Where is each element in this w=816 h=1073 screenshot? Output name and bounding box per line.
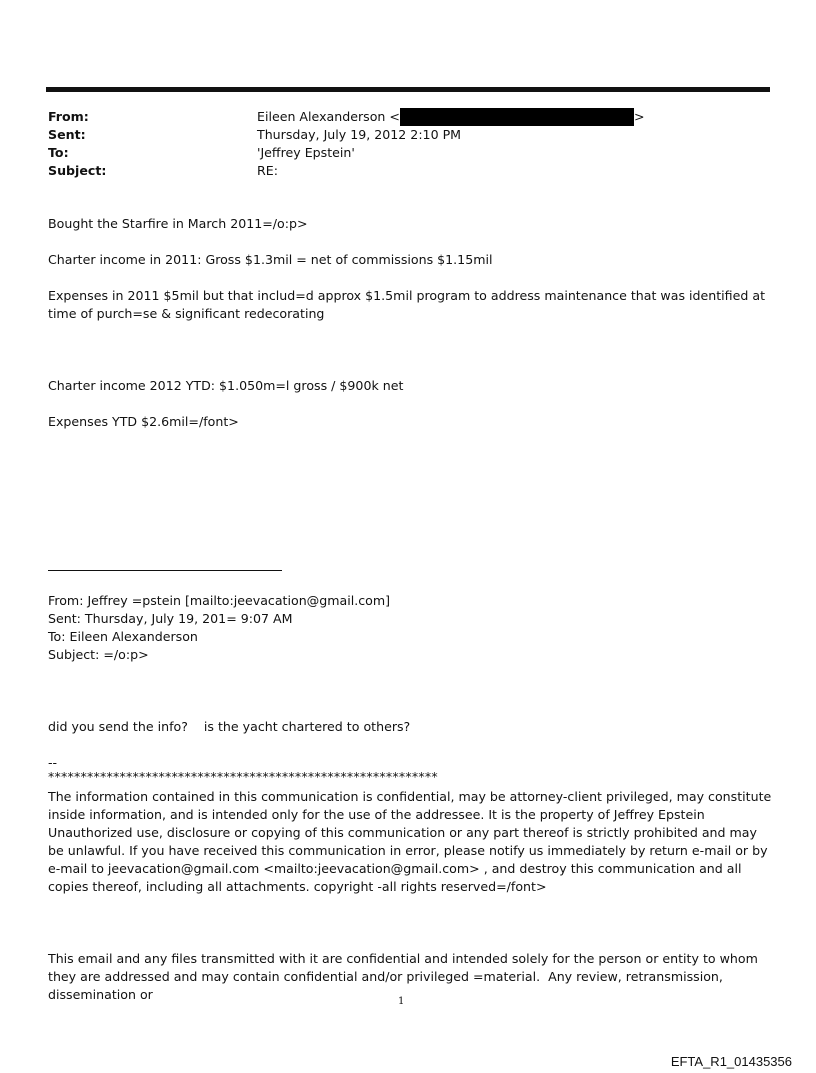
from-label: From: (48, 109, 89, 124)
from-name: Eileen Alexanderson (257, 109, 386, 124)
signature-stars: ************************************************************ (48, 769, 438, 784)
from-close-bracket: > (633, 109, 645, 124)
body-paragraph-charter-2012: Charter income 2012 YTD: $1.050m=l gross / $900k net (48, 378, 404, 393)
quoted-sent: Sent: Thursday, July 19, 201= 9:07 AM (48, 611, 293, 626)
from-open-bracket: < (389, 109, 400, 124)
subject-value: RE: (257, 163, 278, 178)
from-value (257, 108, 645, 126)
quoted-message-divider (48, 570, 282, 571)
quoted-to: To: Eileen Alexanderson (48, 629, 198, 644)
page-number: 1 (398, 996, 405, 1007)
to-value: 'Jeffrey Epstein' (257, 145, 355, 160)
sent-value: Thursday, July 19, 2012 2:10 PM (257, 127, 462, 142)
body-paragraph-expenses-2011: Expenses in 2011 $5mil but that includ=d approx $1.5mil program to address maintenance that was identified at time of purch=se & significant redecorating (48, 288, 766, 321)
confidentiality-disclaimer: The information contained in this communication is confidential, may be attorney-client privileged, may constitute inside information, and is intended only for the use of the addressee. It is the property of Jeffrey Epstein Unauthorized use, disclosure or copying of this communication or any part thereof is strictly prohibited and may be unlawful. If you have received this communication in error, please notify us immediately by return e-mail or by e-mail to jeevacation@gmail.com <mailto:jeevacation@gmail.com> , and destroy this communication and all copies thereof, including all attachments. copyright -all rights reserved=/font> (48, 789, 772, 894)
sent-label: Sent: (48, 127, 86, 142)
quoted-from: From: Jeffrey =pstein [mailto:jeevacation@gmail.com] (48, 593, 391, 608)
redaction-box (400, 108, 634, 126)
document-id: EFTA_R1_01435356 (670, 1054, 792, 1069)
signature-dashes: -- (48, 755, 58, 770)
body-paragraph-starfire: Bought the Starfire in March 2011=/o:p> (48, 216, 308, 231)
footer-disclaimer: This email and any files transmitted with it are confidential and intended solely for the person or entity to whom they are addressed and may contain confidential and/or privileged =material. Any review, retransmission, dissemination or (48, 951, 762, 1002)
body-paragraph-charter-2011: Charter income in 2011: Gross $1.3mil = net of commissions $1.15mil (48, 252, 493, 267)
to-label: To: (48, 145, 69, 160)
header-divider (46, 87, 770, 92)
quoted-subject: Subject: =/o:p> (48, 647, 149, 662)
quoted-message: did you send the info? is the yacht chartered to others? (48, 719, 411, 734)
body-paragraph-expenses-ytd: Expenses YTD $2.6mil=/font> (48, 414, 239, 429)
subject-label: Subject: (48, 163, 107, 178)
